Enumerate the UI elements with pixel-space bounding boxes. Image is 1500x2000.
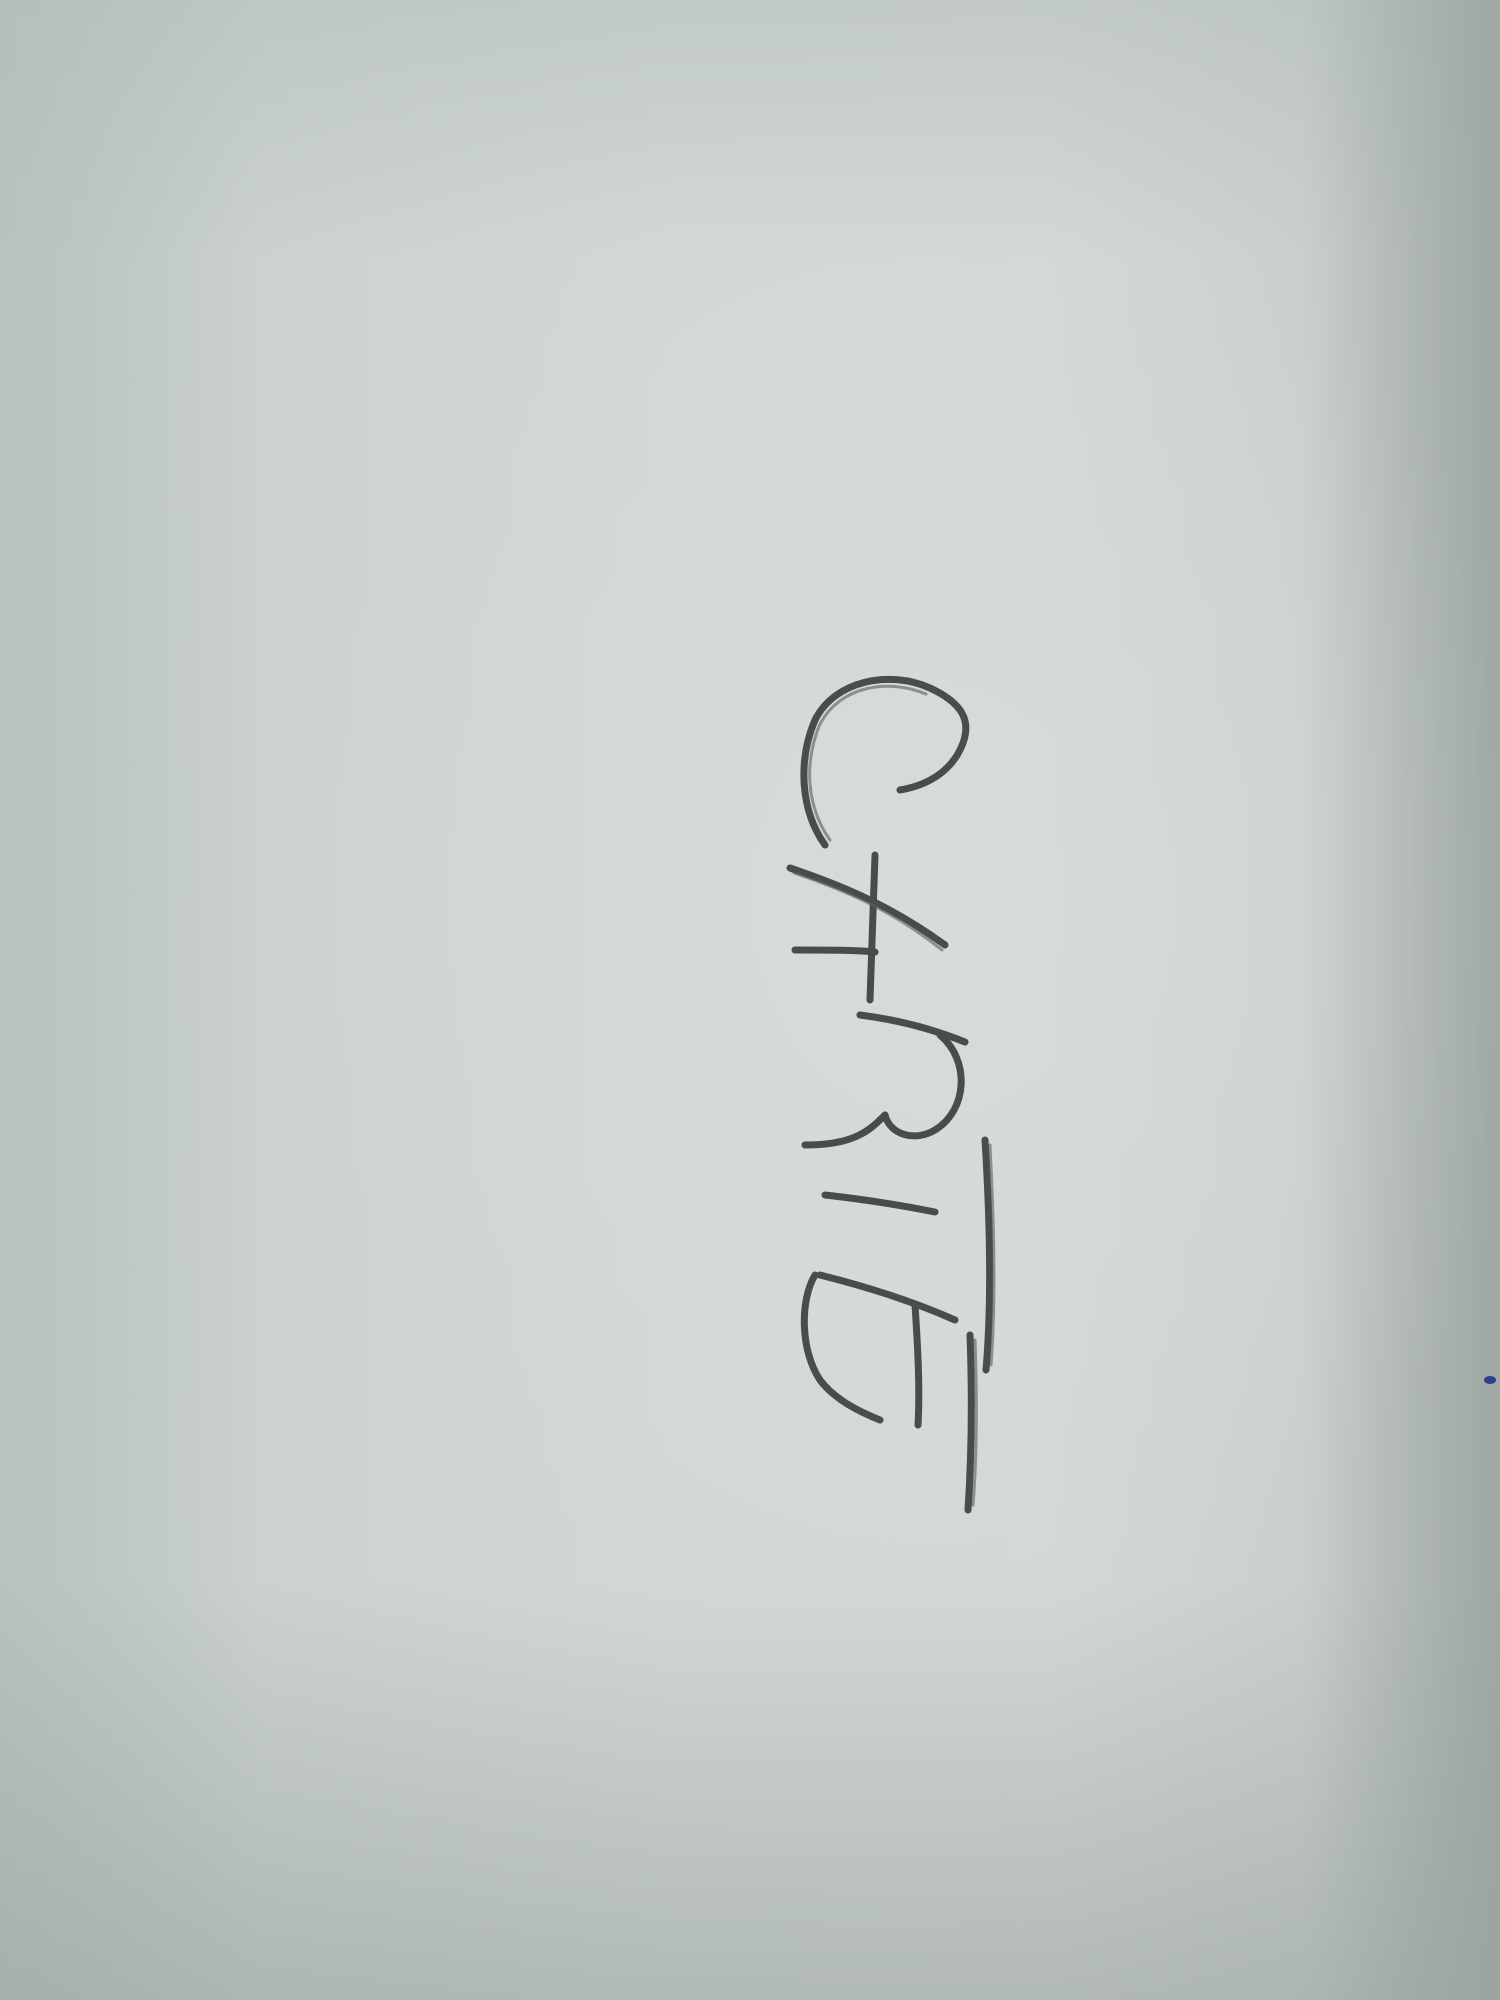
letter-t-stem	[825, 1195, 935, 1212]
letter-e-arm-1	[820, 1275, 955, 1320]
letter-a-stroke-2	[870, 855, 875, 1000]
ink-mark	[1484, 1376, 1496, 1384]
letter-r-leg	[805, 1115, 885, 1145]
paper-shadow-bottom	[0, 1580, 1500, 2000]
handwriting-strokes	[760, 660, 1020, 1540]
letter-a-stroke-3	[795, 950, 875, 952]
handwritten-word	[760, 660, 1020, 1540]
letter-r-bowl	[885, 1035, 961, 1136]
letter-r-stem	[860, 1015, 965, 1042]
letter-e-spine	[804, 1275, 880, 1420]
letter-e-arm-2	[915, 1305, 919, 1425]
letter-t-bar	[985, 1140, 990, 1370]
letter-e-arm-3	[968, 1335, 971, 1510]
letter-c-stroke	[804, 679, 966, 845]
